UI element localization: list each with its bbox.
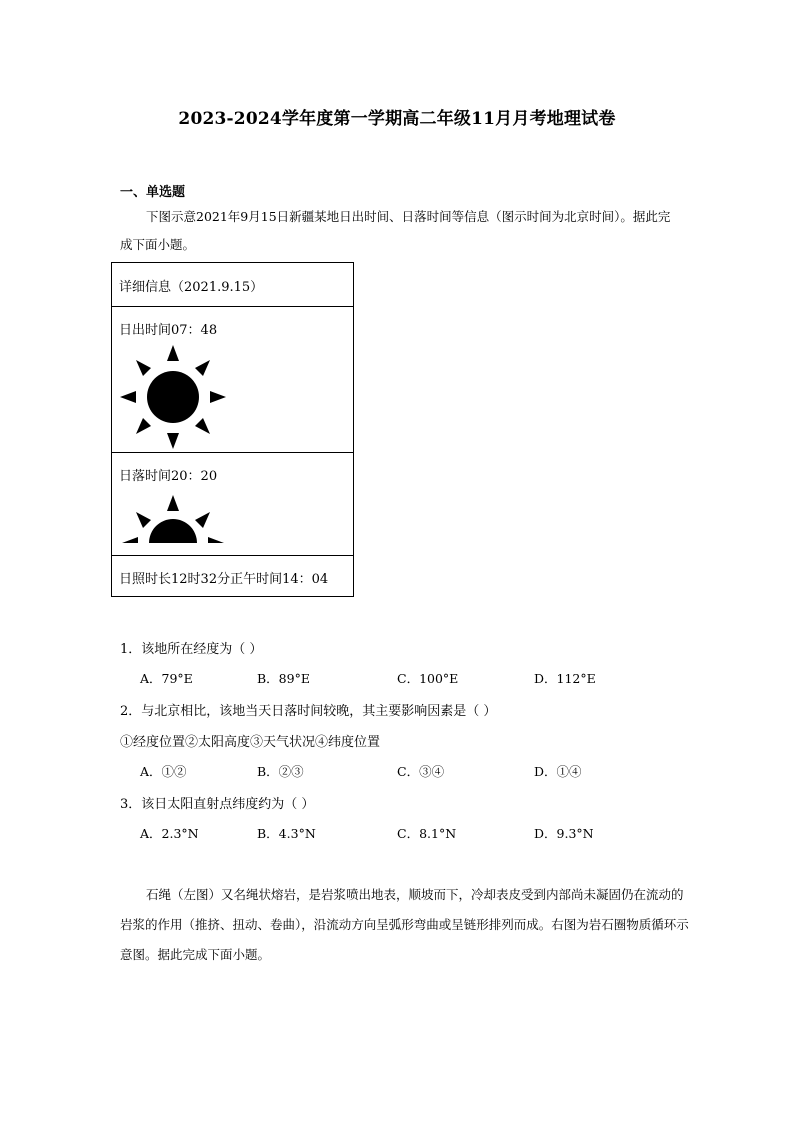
section-heading: 一、单选题: [120, 185, 186, 200]
info-box-footer: 日照时长12时32分正午时间14：04: [119, 572, 329, 587]
sunset-row: [112, 453, 353, 556]
question-2-items: ①经度位置②太阳高度③天气状况④纬度位置: [120, 735, 381, 750]
q3-option-a[interactable]: A．2.3°N: [140, 826, 199, 841]
question-3: 3．该日太阳直射点纬度约为（ ）: [120, 797, 315, 812]
info-box-header: 详细信息（2021.9.15）: [119, 280, 264, 295]
intro-paragraph: 下图示意2021年9月15日新疆某地日出时间、日落时间等信息（图示时间为北京时间）。据此完成下面小题。: [120, 209, 671, 252]
q2-option-b[interactable]: B．②③: [257, 764, 304, 779]
sunrise-label: 日出时间07：48: [119, 323, 218, 338]
info-box: [111, 262, 354, 597]
info-box-footer-row: [112, 556, 353, 598]
q3-option-b[interactable]: B．4.3°N: [257, 826, 316, 841]
info-box-header-row: [112, 263, 353, 307]
q1-option-c[interactable]: C．100°E: [397, 671, 459, 686]
page-title: 2023-2024学年度第一学期高二年级11月月考地理试卷: [178, 109, 616, 129]
q1-option-b[interactable]: B．89°E: [257, 671, 310, 686]
q2-option-d[interactable]: D．①④: [534, 764, 582, 779]
sunrise-row: [112, 307, 353, 453]
sun-icon: [116, 339, 236, 449]
sunset-icon: [116, 493, 236, 545]
question-1: 1．该地所在经度为（ ）: [120, 642, 263, 657]
q1-option-a[interactable]: A．79°E: [140, 671, 193, 686]
q2-option-c[interactable]: C．③④: [397, 764, 445, 779]
sunset-label: 日落时间20：20: [119, 469, 218, 484]
passage-2: 石绳（左图）又名绳状熔岩，是岩浆喷出地表，顺坡而下，冷却表皮受到内部尚未凝固仍在流动的岩浆的作用（推挤、扭动、卷曲），沿流动方向呈弧形弯曲或呈链形排列而成。右图为岩石圈物质循环示意图。据此完成下面小题。: [120, 887, 689, 962]
q1-option-d[interactable]: D．112°E: [534, 671, 596, 686]
q3-option-c[interactable]: C．8.1°N: [397, 826, 457, 841]
question-2: 2．与北京相比，该地当天日落时间较晚，其主要影响因素是（ ）: [120, 704, 497, 719]
q3-option-d[interactable]: D．9.3°N: [534, 826, 594, 841]
q2-option-a[interactable]: A．①②: [140, 764, 187, 779]
